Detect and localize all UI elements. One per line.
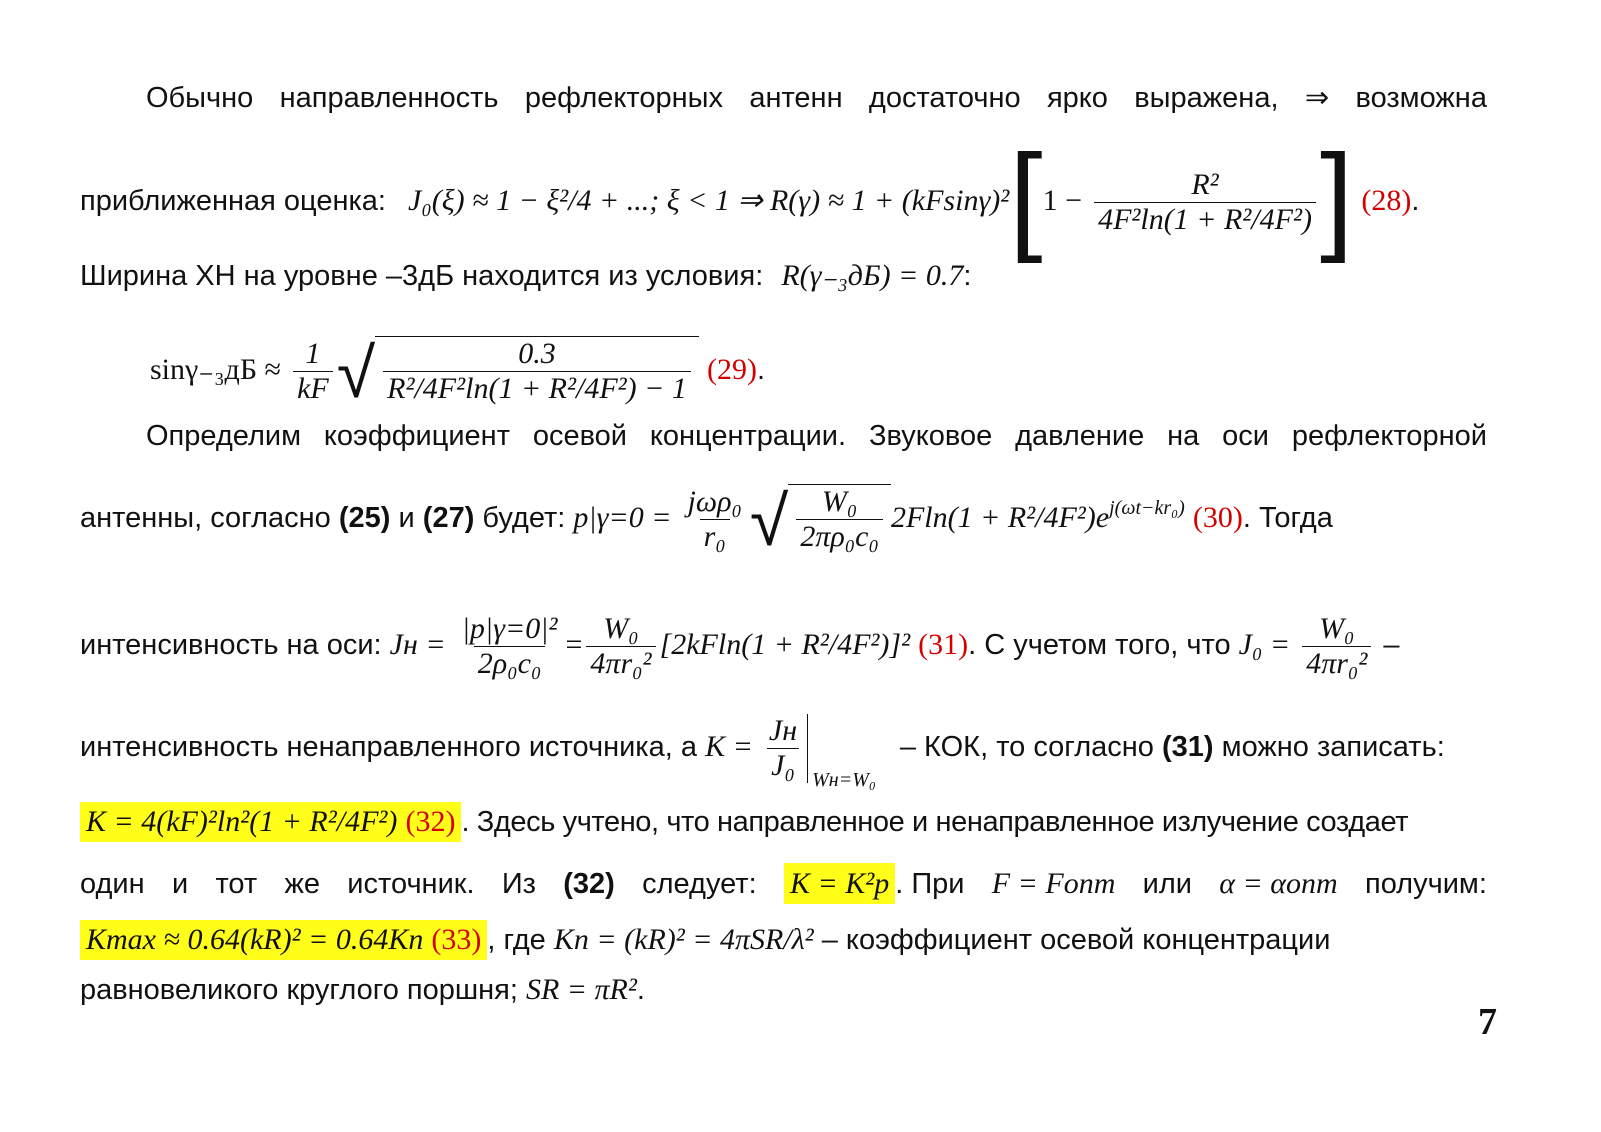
eq29-fraction2: [383, 337, 691, 406]
p4-f3-num: W₀: [1319, 612, 1355, 645]
word: Из: [501, 868, 536, 900]
word: осевой: [532, 420, 628, 452]
word: возможна: [1355, 82, 1487, 114]
p5-line: [80, 714, 1487, 798]
word: Звуковое: [868, 420, 993, 452]
p4-bracket: [2kFln(1 + R²/4F²)]²: [659, 628, 911, 662]
word: направленность: [279, 82, 499, 114]
highlight-33: [80, 920, 487, 960]
p3-f2-den: 2πρ₀c₀: [796, 519, 883, 554]
p3-line1: [146, 418, 1487, 454]
bracket-open: [: [1009, 130, 1043, 265]
word: получим:: [1364, 868, 1487, 900]
p4-j0: J₀ =: [1238, 628, 1291, 662]
word: и: [171, 868, 189, 900]
p5-text: интенсивность ненаправленного источника, а: [80, 731, 698, 764]
ref-31: (31): [1162, 731, 1214, 764]
p4-line: [80, 612, 1487, 681]
p5-f-den: J₀: [767, 748, 799, 783]
p2-text: Ширина ХН на уровне –3дБ находится из условия:: [80, 260, 764, 292]
formula-alpha-opt: α = αопт: [1219, 867, 1338, 900]
eq29-line: [150, 334, 1487, 413]
p1-line1: [146, 80, 1487, 116]
eq29-f2-den: R²/4F²ln(1 + R²/4F²) − 1: [383, 371, 691, 406]
p3-text-a: антенны, согласно: [80, 502, 331, 535]
word: рефлекторных: [524, 82, 723, 114]
formula-sr: SR = πR²: [525, 973, 637, 1006]
formula-fopt: F = Fопт: [991, 867, 1116, 900]
p4-text: интенсивность на оси:: [80, 629, 382, 662]
p8-text2: – коэффициент осевой концентрации: [821, 924, 1331, 956]
p4-f1-num: |p|γ=0|²: [461, 612, 558, 645]
p5-text2: – КОК, то согласно: [899, 731, 1154, 764]
p3-line2: [80, 482, 1487, 561]
p4-f1-den: 2ρ₀c₀: [474, 646, 546, 681]
p1-line2: [80, 130, 1487, 265]
ref-32: (32): [563, 868, 615, 900]
period: .: [636, 974, 645, 1006]
formula-32: K = 4(kF)²ln²(1 + R²/4F²): [86, 805, 398, 838]
word: достаточно: [868, 82, 1021, 114]
period: .: [1411, 185, 1420, 218]
word: же: [284, 868, 320, 900]
p5-text3: можно записать:: [1221, 731, 1445, 764]
p4-f3-den: 4πr₀²: [1302, 646, 1371, 681]
p3-text-b: и: [398, 502, 415, 535]
p5-f-num: Jн: [768, 714, 798, 747]
p4-fraction1: [458, 612, 562, 681]
equals: =: [565, 628, 583, 662]
page-number: 7: [1478, 1001, 1497, 1043]
sqrt-icon: √: [749, 482, 789, 561]
fraction-28: [1094, 168, 1316, 237]
p3-f1-den: r₀: [700, 519, 730, 554]
formula-33: Kmax ≈ 0.64(kR)² = 0.64Kп: [86, 923, 424, 956]
p3-f2-num: W₀: [821, 485, 858, 518]
sqrt-icon: √: [336, 334, 376, 413]
word: рефлекторной: [1291, 420, 1487, 452]
p3-fraction1: [684, 485, 746, 554]
fraction-28-den: 4F²ln(1 + R²/4F²): [1094, 202, 1316, 237]
word: тот: [215, 868, 258, 900]
word: антенн: [749, 82, 843, 114]
word: или: [1142, 868, 1192, 900]
sqrt-body: [788, 484, 891, 554]
eq29-f2-num: 0.3: [518, 337, 556, 370]
word: оси: [1222, 420, 1269, 452]
word: следует:: [642, 868, 757, 900]
eq29-f1-num: 1: [305, 337, 321, 370]
p8-line: [80, 922, 1487, 958]
p6-line: [80, 804, 1487, 840]
equation-label-30: (30): [1192, 501, 1243, 535]
p3-end: . Тогда: [1242, 502, 1333, 535]
p3-p-lhs: p|γ=0 =: [573, 501, 672, 535]
bracket-one: 1 −: [1042, 184, 1083, 218]
fraction-28-num: R²: [1191, 168, 1219, 201]
sqrt-body: [375, 336, 699, 406]
formula-3db: R(γ₋₃дБ) = 0.7: [781, 259, 964, 292]
p7-line: [80, 866, 1487, 902]
p8-text: , где: [487, 924, 546, 956]
ref-27: (27): [422, 502, 475, 535]
equation-label-31: (31): [918, 628, 969, 662]
p3-fraction2: [796, 485, 883, 554]
eq29-lhs: sinγ₋₃дБ ≈: [150, 353, 282, 387]
p5-k: K =: [705, 730, 753, 764]
equation-label-32: (32): [405, 805, 456, 838]
period: .: [756, 354, 766, 387]
p5-condition: Wн=W₀: [812, 769, 876, 792]
highlight-kp: K = K²p: [784, 863, 895, 904]
word: на: [1167, 420, 1200, 452]
word: Обычно: [146, 82, 254, 114]
p4-f2-num: W₀: [603, 612, 639, 645]
word: коэффициент: [323, 420, 510, 452]
formula-kp: Kп = (kR)² = 4πSR/λ²: [553, 923, 814, 956]
word: Определим: [146, 420, 302, 452]
word: ⇒: [1304, 82, 1330, 114]
equation-label-29: (29): [706, 353, 757, 387]
word: ярко: [1046, 82, 1108, 114]
p1-text: приближенная оценка:: [80, 185, 386, 218]
p3-exponent: j(ωt−kr₀): [1109, 497, 1185, 520]
word: источник.: [347, 868, 475, 900]
eq29-f1-den: kF: [293, 371, 333, 406]
ref-25: (25): [338, 502, 391, 535]
p9-text: равновеликого круглого поршня;: [80, 974, 518, 1006]
word: один: [80, 868, 145, 900]
equation-label-33: (33): [431, 923, 482, 956]
p3-text-c: будет:: [482, 502, 566, 535]
p4-f2-den: 4πr₀²: [586, 646, 655, 681]
word: выражена,: [1134, 82, 1279, 114]
colon: :: [963, 260, 972, 292]
eq29-fraction1: [293, 337, 333, 406]
p5-fraction: [765, 714, 808, 783]
p3-tail: 2Fln(1 + R²/4F²)e: [890, 501, 1110, 535]
word: концентрации.: [649, 420, 847, 452]
p4-lhs: Jн =: [389, 628, 446, 662]
formula-bessel: J₀(ξ) ≈ 1 − ξ²/4 + ...; ξ < 1 ⇒ R(γ) ≈ 1 + (kFsinγ)²: [408, 184, 1010, 218]
p6-text: . Здесь учтено, что направленное и ненаправленное излучение создает: [461, 806, 1409, 838]
p9-line: [80, 972, 1487, 1008]
bracket-close: ]: [1319, 130, 1354, 265]
p4-mid: . С учетом того, что: [968, 629, 1231, 662]
p3-f1-num: jωρ₀: [687, 485, 742, 518]
word: давление: [1015, 420, 1145, 452]
word: . При: [895, 868, 965, 900]
p4-fraction3: [1302, 612, 1371, 681]
highlight-32: [80, 802, 461, 842]
p2-line: [80, 258, 1487, 294]
dash: –: [1383, 629, 1400, 662]
p4-fraction2: [586, 612, 655, 681]
equation-label-28: (28): [1361, 184, 1412, 218]
